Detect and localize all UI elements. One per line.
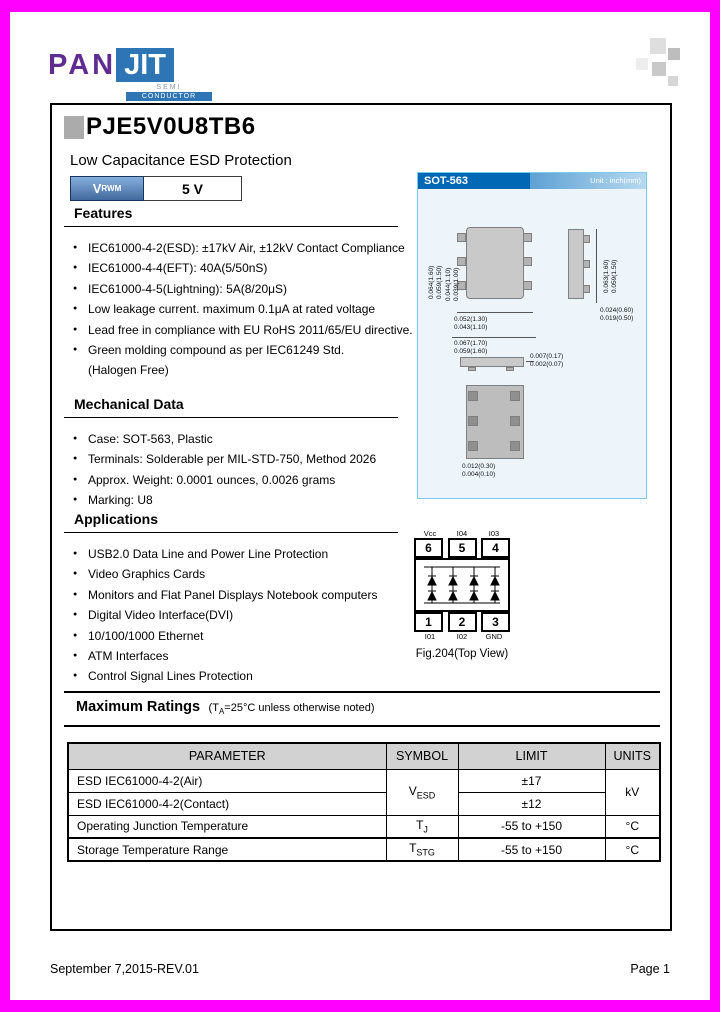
footer-date: September 7,2015-REV.01: [50, 962, 199, 976]
note-sub: A: [218, 707, 225, 717]
deco-square: [668, 76, 678, 86]
package-pad: [510, 441, 520, 451]
dim-label-body-rotated: [428, 266, 445, 299]
package-pad: [457, 257, 466, 266]
footer-page-number: Page 1: [630, 962, 670, 976]
package-name: SOT-563: [418, 173, 530, 189]
param-cell: ESD IEC61000-4-2(Air): [68, 769, 386, 792]
list-item: ● IEC61000-4-2(ESD): ±17kV Air, ±12kV Contact Compliance: [64, 238, 416, 258]
content-frame: [50, 103, 672, 931]
col-limit: LIMIT: [458, 743, 605, 769]
dim-value: 0.059(1.50): [436, 265, 444, 299]
table-row: [68, 838, 660, 861]
dimension-line: [457, 312, 533, 313]
list-item: ● Lead free in compliance with EU RoHS 2011/65/EU directive.: [64, 320, 416, 340]
pin-labels-top: [414, 529, 510, 538]
title-square-icon: [64, 116, 84, 139]
logo-row: [48, 48, 212, 82]
list-item: ● IEC61000-4-4(EFT): 40A(5/50nS): [64, 258, 416, 278]
param-cell: Operating Junction Temperature: [68, 815, 386, 838]
list-item: ● Video Graphics Cards: [64, 564, 416, 584]
pin-4: 4: [481, 538, 510, 558]
dim-value: 0.004(0.10): [462, 471, 496, 479]
list-item: ● USB2.0 Data Line and Power Line Protection: [64, 544, 416, 564]
col-parameter: PARAMETER: [68, 743, 386, 769]
vrwm-sub: RWM: [101, 184, 122, 193]
dim-value: 0.063(1.60): [603, 259, 610, 293]
symbol-sub: ESD: [416, 790, 436, 801]
dim-value: 0.012(0.30): [462, 463, 496, 470]
max-ratings-table: [67, 742, 661, 862]
dim-value: 0.007(0.17): [530, 353, 564, 360]
symbol-cell: [386, 769, 458, 815]
vrwm-value: 5 V: [144, 176, 242, 201]
dim-value: 0.064(1.60): [428, 265, 435, 299]
pin-labels-bottom: [414, 632, 510, 641]
pin-5: 5: [448, 538, 477, 558]
note-text: (T: [208, 702, 219, 714]
part-number: PJE5V0U8TB6: [86, 113, 256, 140]
list-item: ● Case: SOT-563, Plastic: [64, 429, 416, 449]
pin-label: GND: [485, 632, 503, 641]
package-outline-panel: [417, 172, 647, 499]
package-pad: [523, 257, 532, 266]
dim-value: 0.052(1.30): [454, 316, 488, 323]
features-list: [64, 238, 416, 381]
symbol-base: V: [408, 783, 417, 798]
vrwm-label: [70, 176, 144, 201]
figure-caption: Fig.204(Top View): [415, 648, 509, 660]
dim-label-lead-width: [462, 463, 495, 480]
package-pad: [468, 391, 478, 401]
list-item: ● Digital Video Interface(DVI): [64, 605, 416, 625]
dim-value: 0.039(1.00): [453, 267, 461, 301]
limit-cell: -55 to +150: [458, 838, 605, 861]
package-pad: [510, 416, 520, 426]
table-row: [68, 769, 660, 792]
package-side-view: [568, 229, 584, 299]
package-pad: [510, 391, 520, 401]
applications-section: [64, 511, 416, 687]
package-pad: [583, 235, 590, 243]
list-item: ● Marking: U8: [64, 490, 416, 510]
unit-cell: °C: [605, 838, 660, 861]
limit-cell: ±17: [458, 769, 605, 792]
pin-6: 6: [414, 538, 443, 558]
package-pad: [506, 367, 514, 371]
package-pad: [468, 416, 478, 426]
symbol-cell: [386, 815, 458, 838]
features-heading: Features: [64, 205, 398, 227]
param-cell: Storage Temperature Range: [68, 838, 386, 861]
features-section: [64, 205, 416, 381]
pin-label: I03: [488, 529, 500, 538]
page-subtitle: Low Capacitance ESD Protection: [70, 152, 292, 169]
dim-value: 0.044(1.10): [445, 267, 452, 301]
package-pad: [523, 233, 532, 242]
dim-value: 0.059(1.60): [454, 348, 488, 356]
applications-list: [64, 544, 416, 687]
table-row: [68, 815, 660, 838]
max-ratings-title: Maximum Ratings: [76, 699, 201, 715]
symbol-base: T: [409, 841, 417, 856]
pin-3: 3: [481, 612, 510, 632]
deco-square: [652, 62, 666, 76]
list-item-continuation: (Halogen Free): [88, 363, 169, 378]
mechanical-section: [64, 396, 416, 511]
logo-text-semi: SEMI: [156, 84, 182, 91]
logo-subtext: [126, 84, 212, 101]
package-drawings: [418, 189, 646, 498]
deco-square: [668, 48, 680, 60]
pin-label: I01: [424, 632, 436, 641]
list-item: ● Low leakage current. maximum 0.1μA at rated voltage: [64, 299, 416, 319]
list-item: ● Control Signal Lines Protection: [64, 666, 416, 686]
pin-label: Vcc: [423, 529, 437, 538]
list-item: ● Approx. Weight: 0.0001 ounces, 0.0026 grams: [64, 470, 416, 490]
applications-heading: Applications: [64, 511, 398, 533]
dim-label-thickness: [530, 353, 563, 370]
vrwm-row: [70, 176, 242, 201]
dim-value: 0.002(0.07): [530, 361, 564, 369]
package-top-view: [466, 227, 524, 299]
list-item: ● Green molding compound as per IEC61249 Std.: [64, 340, 416, 360]
mechanical-heading: Mechanical Data: [64, 396, 398, 418]
dim-label-depth-rotated: [445, 268, 462, 301]
dim-label-total-width: [454, 340, 487, 357]
pin-label: I04: [456, 529, 468, 538]
deco-squares: [628, 38, 692, 102]
package-pad: [583, 260, 590, 268]
pin-configuration-figure: [414, 529, 510, 660]
note-text: =25°C unless otherwise noted): [224, 702, 375, 714]
list-item: ● Terminals: Solderable per MIL-STD-750, Method 2026: [64, 449, 416, 469]
table-row: [68, 792, 660, 815]
limit-cell: ±12: [458, 792, 605, 815]
unit-cell: °C: [605, 815, 660, 838]
dim-value: 0.019(0.50): [600, 315, 634, 323]
logo-text-jit: JIT: [116, 48, 174, 82]
symbol-base: T: [416, 818, 424, 833]
list-item: ● ATM Interfaces: [64, 646, 416, 666]
package-header: [418, 173, 646, 189]
dim-value: 0.059(1.50): [611, 259, 619, 293]
title-row: [64, 113, 256, 141]
deco-square: [636, 58, 648, 70]
symbol-sub: J: [423, 824, 428, 835]
limit-cell: -55 to +150: [458, 815, 605, 838]
pin-label: I02: [456, 632, 468, 641]
pin-row-top: [414, 538, 510, 558]
package-pad: [523, 281, 532, 290]
panjit-logo: [48, 48, 212, 101]
param-cell: ESD IEC61000-4-2(Contact): [68, 792, 386, 815]
list-item: ● 10/100/1000 Ethernet: [64, 626, 416, 646]
pin-1: 1: [414, 612, 443, 632]
logo-text-pan: PAN: [48, 49, 117, 81]
symbol-sub: STG: [416, 847, 435, 858]
pin-2: 2: [448, 612, 477, 632]
package-pad: [583, 285, 590, 293]
dim-label-side-rotated: [603, 260, 620, 293]
package-pad: [468, 367, 476, 371]
unit-cell: kV: [605, 769, 660, 815]
dim-value: 0.067(1.70): [454, 340, 488, 347]
deco-square: [650, 38, 666, 54]
max-ratings-heading: [76, 698, 375, 716]
dim-value: 0.024(0.60): [600, 307, 634, 314]
dim-value: 0.043(1.10): [454, 324, 488, 332]
vrwm-base: V: [92, 181, 102, 196]
list-item: ● IEC61000-4-5(Lightning): 5A(8/20μS): [64, 279, 416, 299]
dim-label-lead-span: [454, 316, 487, 333]
package-front-view: [460, 357, 524, 367]
col-units: UNITS: [605, 743, 660, 769]
dimension-line: [452, 337, 536, 338]
table-header-row: [68, 743, 660, 769]
col-symbol: SYMBOL: [386, 743, 458, 769]
symbol-cell: [386, 838, 458, 861]
dim-label-height: [600, 307, 633, 324]
dimension-line: [596, 229, 597, 303]
esd-array-schematic: [414, 558, 510, 612]
package-pad: [457, 233, 466, 242]
logo-text-conductor: CONDUCTOR: [126, 92, 212, 101]
datasheet-page: [10, 12, 710, 1000]
diode-array-drawing: [416, 560, 508, 610]
package-unit-label: Unit : inch(mm): [530, 173, 646, 189]
pin-row-bottom: [414, 612, 510, 632]
mechanical-list: [64, 429, 416, 511]
max-ratings-note: [208, 702, 375, 717]
divider: [64, 691, 660, 693]
package-pad: [468, 441, 478, 451]
list-item: ● Monitors and Flat Panel Displays Notebook computers: [64, 585, 416, 605]
divider: [64, 725, 660, 727]
